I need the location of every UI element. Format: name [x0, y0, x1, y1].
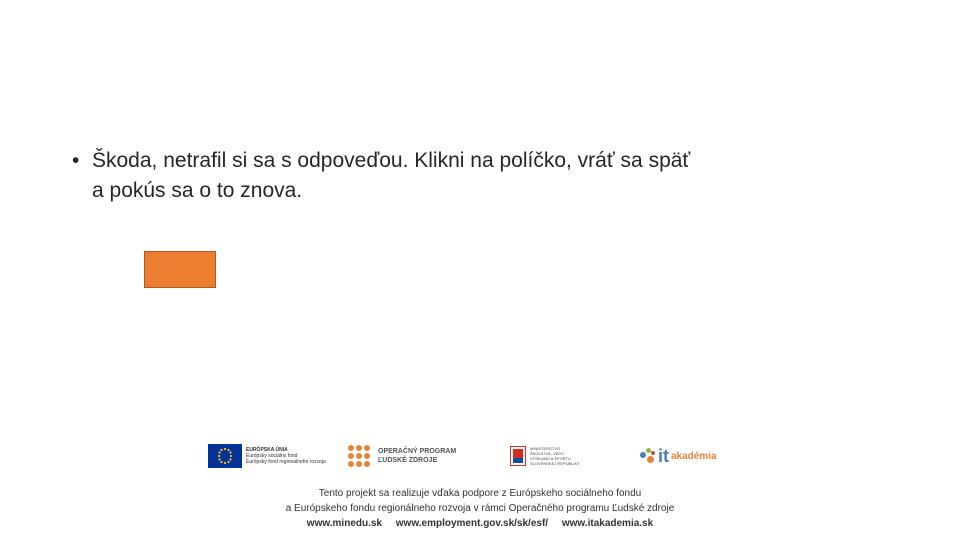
- footer-line-2: a Európskeho fondu regionálneho rozvoja v rámci Operačného programu Ľudské zdroje: [285, 503, 675, 514]
- eu-flag-icon: [208, 444, 242, 468]
- ministry-line-2: ŠKOLSTVA, VEDY,: [530, 451, 565, 456]
- footer-link-itakademia[interactable]: www.itakademia.sk: [561, 518, 654, 529]
- op-ludske-zdroje-logo: [348, 438, 456, 474]
- eu-logo: [208, 438, 326, 474]
- op-line-1: OPERAČNÝ PROGRAM: [378, 448, 457, 455]
- logo-strip: [0, 438, 960, 474]
- footer-link-employment[interactable]: www.employment.gov.sk/sk/esf/: [395, 518, 549, 529]
- bullet-line-1: [72, 146, 892, 176]
- bullet-text-line-2: a pokús sa o to znova.: [92, 179, 303, 202]
- ministry-logo: [510, 438, 580, 474]
- feedback-bullet: [72, 146, 892, 206]
- footer-links: [180, 516, 780, 531]
- eu-title: EURÓPSKA ÚNIA: [246, 447, 288, 453]
- ministry-line-1: MINISTERSTVO: [530, 446, 561, 451]
- bullet-text-line-1: Škoda, netrafil si sa s odpoveďou. Klikni na políčko, vráť sa späť: [92, 149, 691, 172]
- ministry-line-4: SLOVENSKEJ REPUBLIKY: [530, 461, 580, 466]
- eu-line-2: Európsky fond regionálneho rozvoja: [246, 459, 326, 465]
- ministry-line-3: VÝSKUMU A ŠPORTU: [530, 456, 571, 461]
- slovak-crest-icon: [510, 446, 526, 466]
- bullet-indent: [72, 176, 92, 206]
- it-word: akadémia: [671, 450, 717, 462]
- footer-line-1: Tento projekt sa realizuje vďaka podpore z Európskeho sociálneho fondu: [318, 488, 642, 499]
- it-akademia-logo: [640, 438, 717, 474]
- ministry-text: [530, 446, 580, 466]
- bullet-line-2: [72, 176, 892, 206]
- eu-text: [246, 447, 326, 465]
- op-dots-icon: [348, 445, 370, 467]
- op-line-2: ĽUDSKÉ ZDROJE: [378, 457, 438, 464]
- bullet-dot: •: [72, 149, 80, 172]
- op-text: [378, 447, 456, 465]
- return-button[interactable]: [144, 251, 216, 288]
- footer: [180, 486, 780, 531]
- it-dots-icon: [640, 448, 656, 464]
- footer-link-minedu[interactable]: www.minedu.sk: [306, 518, 382, 529]
- it-mark: it: [658, 445, 669, 466]
- eu-line-1: Európsky sociálny fond: [246, 453, 298, 459]
